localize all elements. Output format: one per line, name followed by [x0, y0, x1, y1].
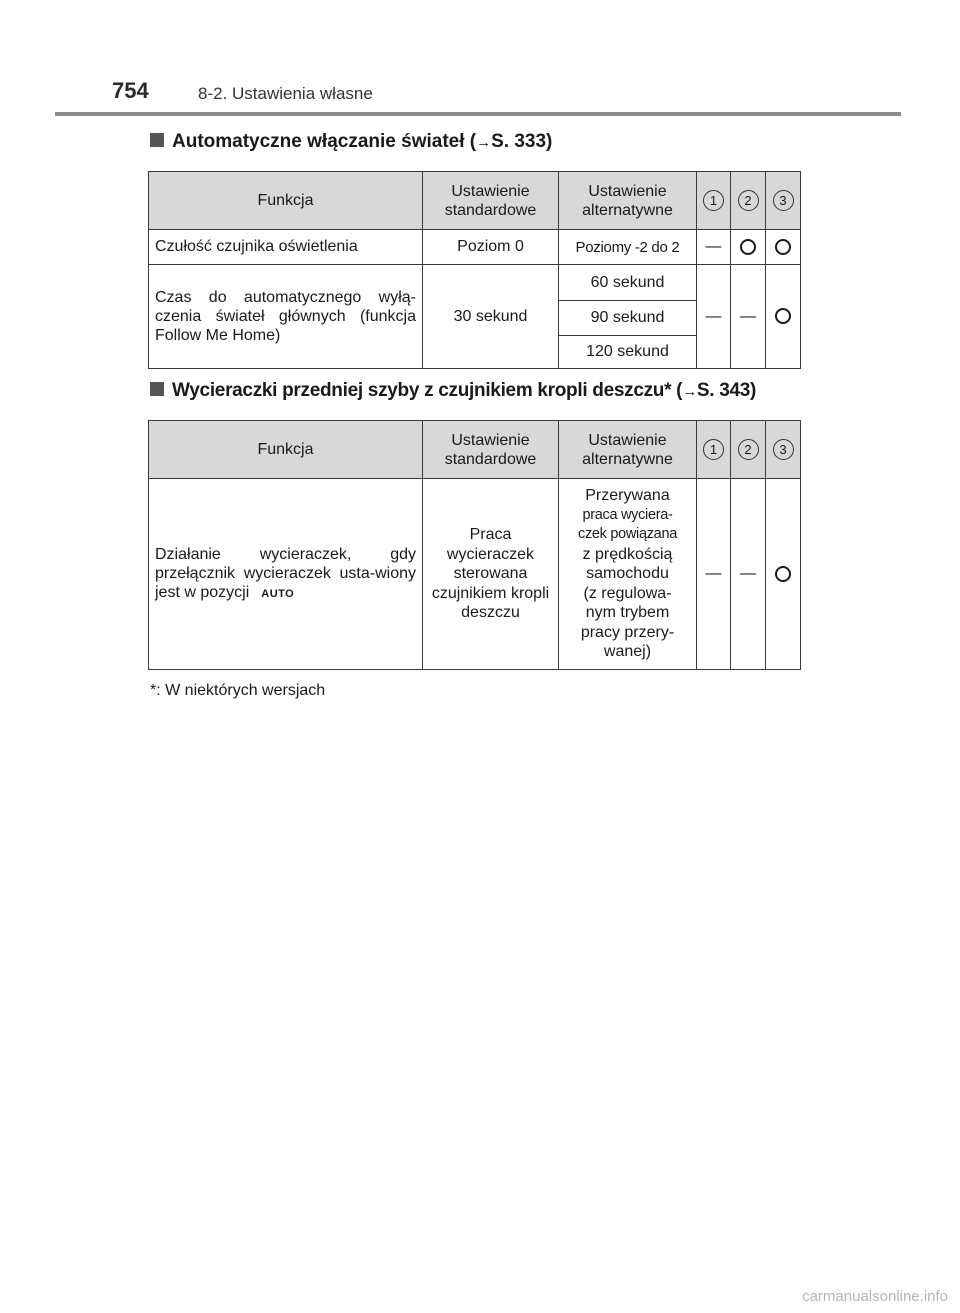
cell-method-1: — — [697, 479, 731, 670]
circled-number-2-icon: 2 — [738, 190, 759, 211]
header-default: Ustawienie standardowe — [423, 172, 559, 230]
cell-alternative: 60 sekund — [559, 265, 697, 301]
cell-method-2 — [731, 230, 766, 265]
alt-line: z prędkością — [582, 545, 673, 563]
circled-number-1-icon: 1 — [703, 190, 724, 211]
table-row — [149, 230, 801, 265]
page-reference-link[interactable]: S. 343) — [696, 380, 757, 401]
cell-alternative: 120 sekund — [559, 336, 697, 369]
header-method-2 — [731, 172, 766, 230]
cell-method-3 — [766, 265, 801, 369]
cell-default: Praca wycieraczek sterowana czujnikiem kropli deszczu — [423, 479, 559, 670]
cell-function: Czułość czujnika oświetlenia — [149, 230, 423, 265]
circled-number-2-icon: 2 — [738, 439, 759, 460]
circle-mark-icon — [775, 566, 791, 582]
cell-function-text: Działanie wycieraczek, gdy przełącznik wycieraczek usta-wiony jest w pozycji — [155, 545, 416, 601]
footnote: *: W niektórych wersjach — [150, 682, 326, 699]
cell-method-3 — [766, 230, 801, 265]
alt-line: czek powiązana — [578, 526, 677, 543]
cell-function: Czas do automatycznego wyłą-czenia świateł głównych (funkcja Follow Me Home) — [149, 265, 423, 369]
header-method-3 — [766, 172, 801, 230]
alt-line: samochodu — [586, 565, 669, 583]
cell-method-3 — [766, 479, 801, 670]
table-header-row — [149, 421, 801, 479]
cell-function — [149, 479, 423, 670]
header-method-1 — [697, 421, 731, 479]
alt-line: Przerywana — [585, 487, 670, 505]
header-alternative: Ustawienie alternatywne — [559, 172, 697, 230]
alt-line: praca wyciera- — [582, 506, 673, 523]
circle-mark-icon — [740, 239, 756, 255]
alt-line: wanej) — [603, 643, 652, 661]
cell-alternative: Poziomy -2 do 2 — [559, 230, 697, 265]
circled-number-3-icon: 3 — [773, 190, 794, 211]
settings-table-auto-lights — [148, 171, 801, 369]
cell-method-2: — — [731, 479, 766, 670]
table-row — [149, 479, 801, 670]
alt-line: (z regulowa- — [583, 584, 672, 602]
arrow-icon: → — [682, 383, 697, 400]
header-alternative: Ustawienie alternatywne — [559, 421, 697, 479]
cell-alternative — [559, 479, 697, 670]
circle-mark-icon — [775, 239, 791, 255]
cell-method-2: — — [731, 265, 766, 369]
header-function: Funkcja — [149, 172, 423, 230]
circle-mark-icon — [775, 308, 791, 324]
header-default: Ustawienie standardowe — [423, 421, 559, 479]
circled-number-3-icon: 3 — [773, 439, 794, 460]
page-reference-link[interactable]: S. 333) — [491, 131, 553, 152]
cell-method-1: — — [697, 265, 731, 369]
section-title-auto-lights — [150, 131, 552, 153]
alt-line: pracy przery- — [580, 623, 675, 641]
table-header-row — [149, 172, 801, 230]
circled-number-1-icon: 1 — [703, 439, 724, 460]
header-method-2 — [731, 421, 766, 479]
header-method-3 — [766, 421, 801, 479]
section-title-text: Automatyczne włączanie świateł ( — [172, 131, 477, 152]
section-title-rain-wipers — [150, 380, 756, 402]
page-header — [0, 0, 960, 120]
watermark: carmanualsonline.info — [802, 1288, 948, 1305]
alt-line: nym trybem — [585, 604, 670, 622]
table-row — [149, 265, 801, 301]
section-title-text: Wycieraczki przedniej szyby z czujnikiem kropli deszczu* ( — [172, 380, 683, 401]
chapter-title: 8-2. Ustawienia własne — [198, 84, 373, 103]
auto-switch-label: AUTO — [261, 587, 295, 600]
cell-alternative: 90 sekund — [559, 301, 697, 336]
settings-table-rain-wipers — [148, 420, 801, 670]
header-function: Funkcja — [149, 421, 423, 479]
cell-default: 30 sekund — [423, 265, 559, 369]
header-method-1 — [697, 172, 731, 230]
header-divider — [55, 112, 901, 116]
cell-method-1: — — [697, 230, 731, 265]
arrow-icon: → — [476, 134, 492, 151]
square-bullet-icon — [150, 382, 164, 396]
square-bullet-icon — [150, 133, 164, 147]
cell-default: Poziom 0 — [423, 230, 559, 265]
page-number: 754 — [112, 78, 149, 103]
